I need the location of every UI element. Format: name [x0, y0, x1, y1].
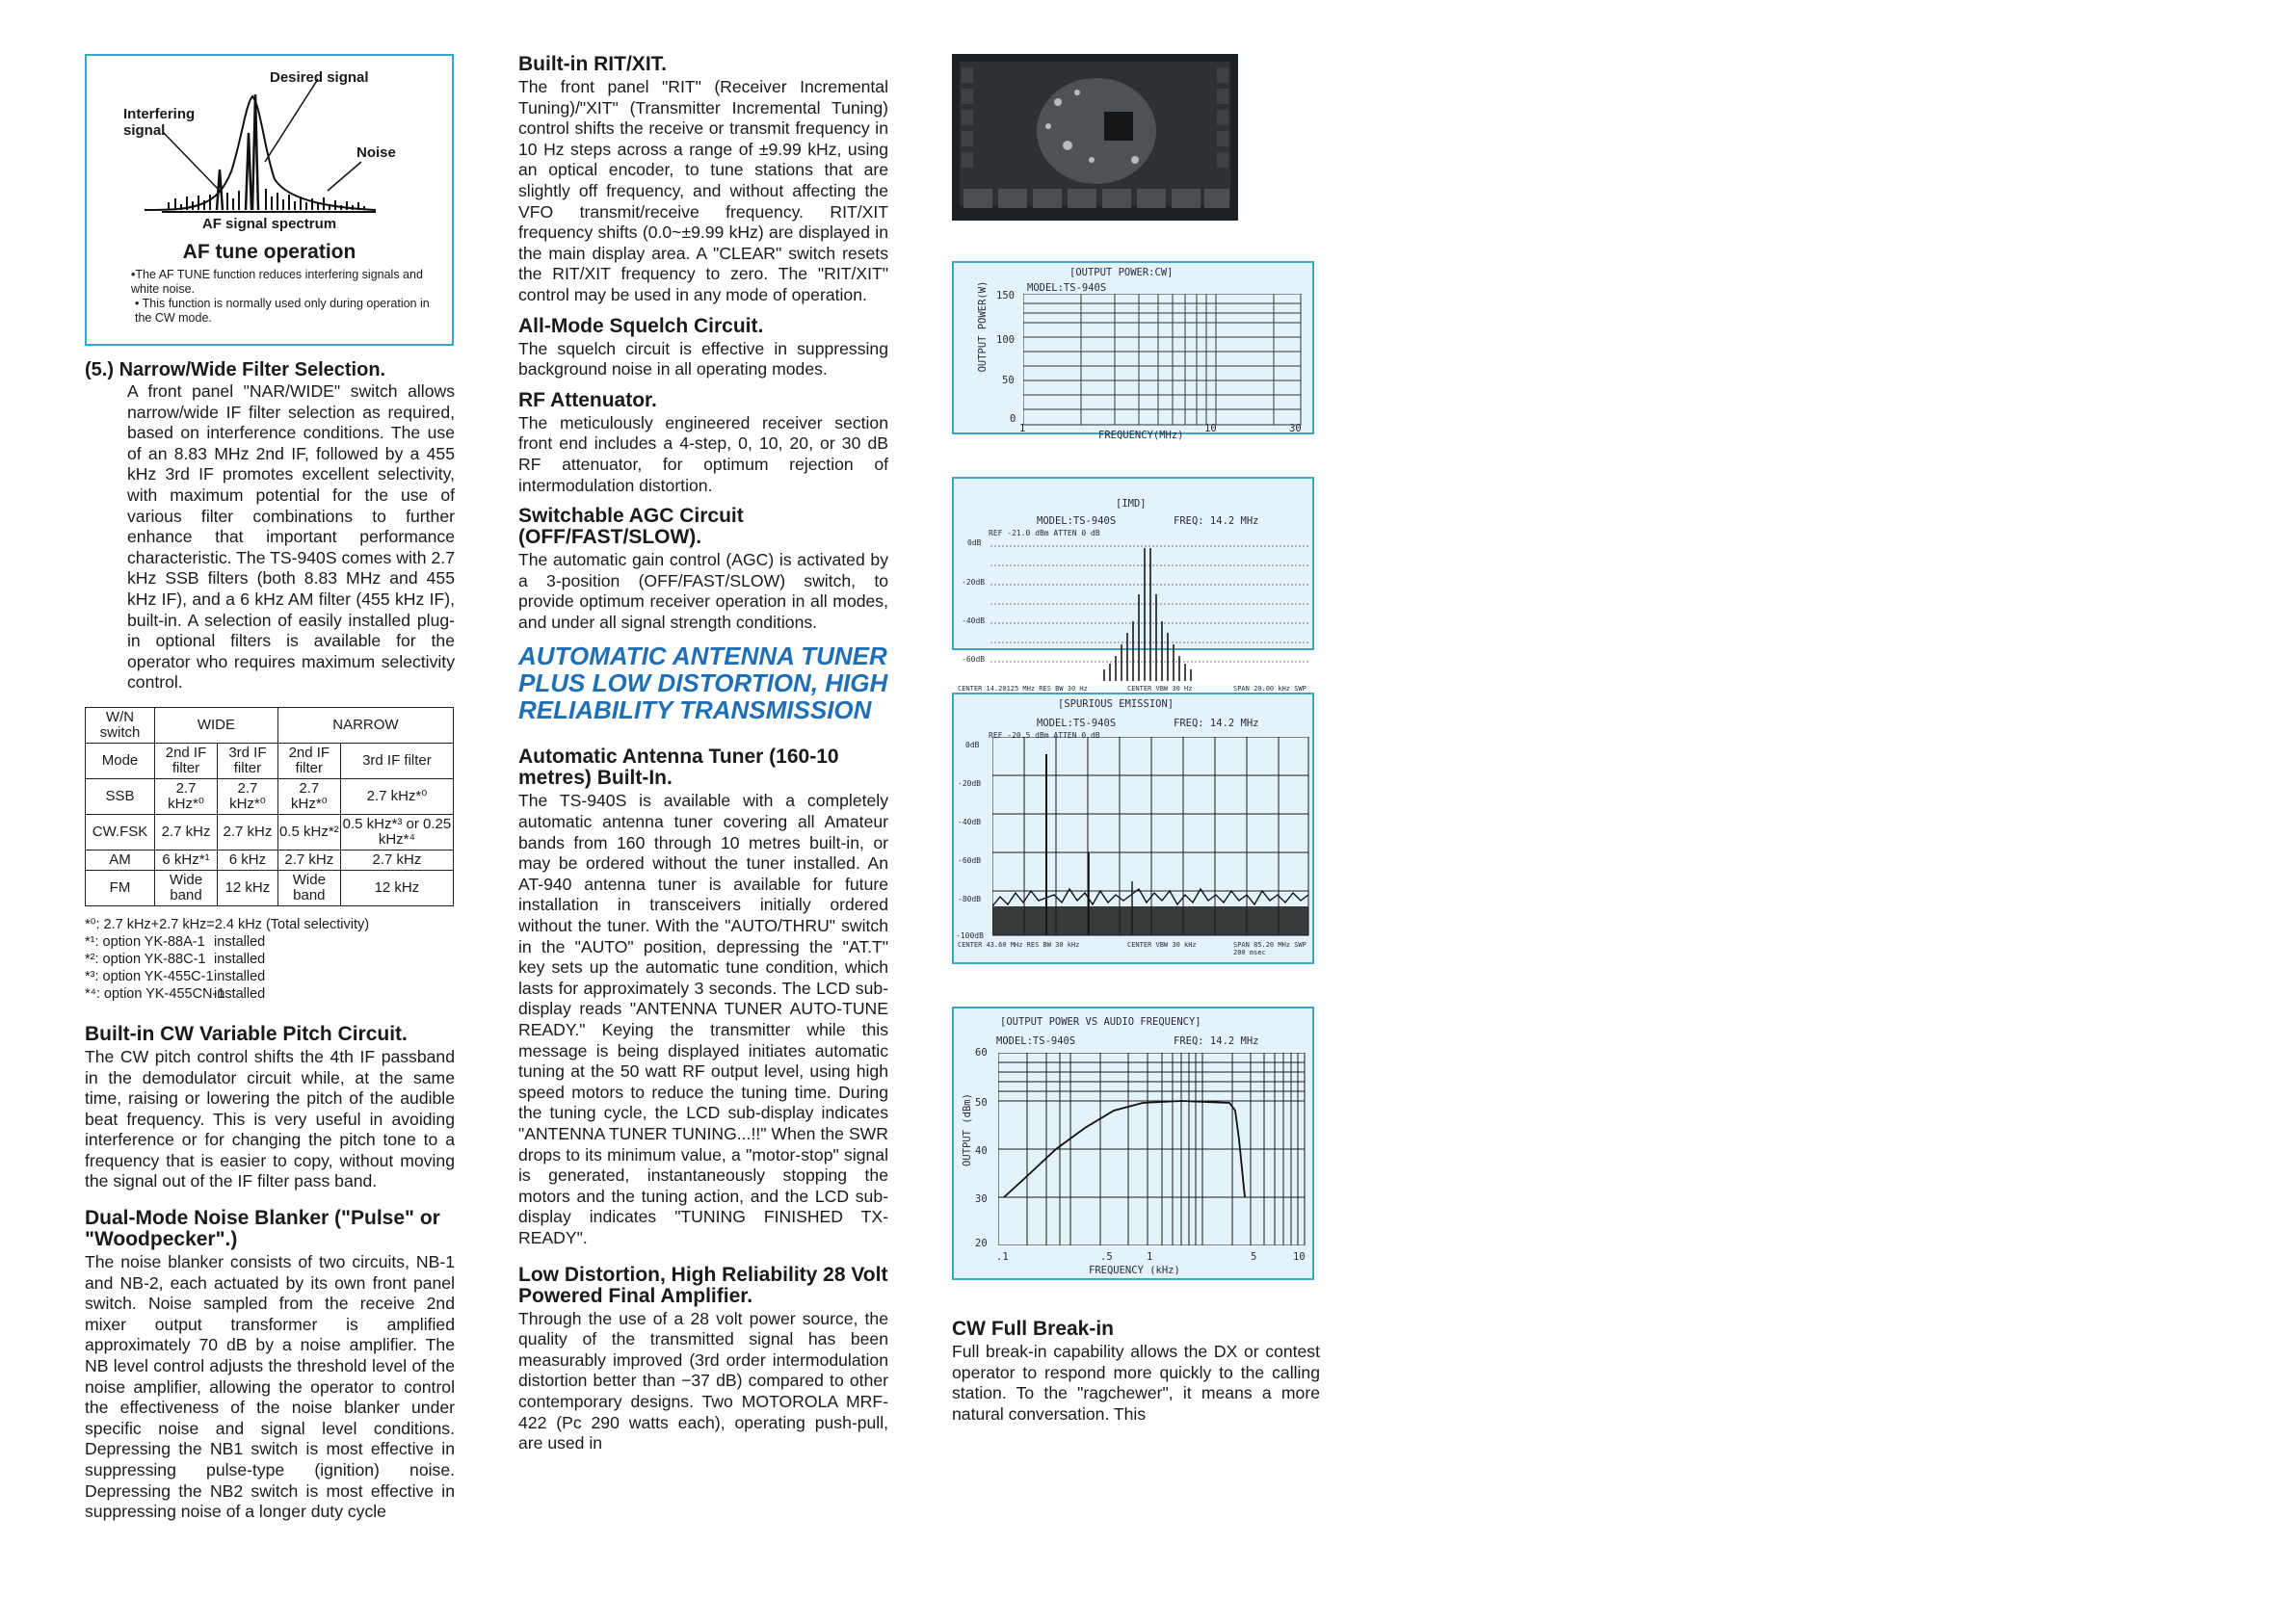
noise-label: Noise [356, 144, 396, 161]
cell: 12 kHz [218, 870, 278, 905]
antenna-tuner-heading: Automatic Antenna Tuner (160-10 metres) Built-In. [518, 746, 839, 790]
cell: Wide band [277, 870, 340, 905]
note-value: installed [214, 933, 266, 950]
squelch-text: The squelch circuit is effective in suppressing background noise in all operating modes. [518, 338, 888, 380]
graph-freq: FREQ: 14.2 MHz [1174, 1035, 1259, 1047]
note-key: *²: option YK-88C-1 [85, 951, 206, 967]
desired-signal-label: Desired signal [270, 69, 369, 86]
agc-heading: Switchable AGC Circuit (OFF/FAST/SLOW). [518, 505, 744, 549]
x-axis-label: FREQUENCY(MHz) [1098, 430, 1184, 441]
spurious-emission-graph [952, 693, 1314, 964]
cell: 2.7 kHz [277, 850, 340, 870]
cw-breakin-text: Full break-in capability allows the DX or contest operator to respond more quickly to the calling station. To the "ragchewer", it means a more natural conversation. This [952, 1342, 1320, 1424]
agc-text: The automatic gain control (AGC) is activated by a 3-position (OFF/FAST/SLOW) switch, to provide optimum receiver operation in all modes, and under all signal strength conditions. [518, 550, 888, 632]
final-amp-section [518, 1265, 888, 1454]
cell: 0.5 kHz*³ or 0.25 kHz*⁴ [340, 814, 453, 850]
note-row [85, 951, 455, 968]
y-axis-label: OUTPUT POWER(W) [977, 280, 989, 373]
final-amp-heading: Low Distortion, High Reliability 28 Volt Powered Final Amplifier. [518, 1263, 888, 1307]
graph-model: MODEL:TS-940S [1027, 282, 1107, 294]
cell: 2.7 kHz*⁰ [218, 778, 278, 814]
cw-pitch-section [85, 1024, 455, 1192]
power-grid [1023, 294, 1303, 429]
note-value: installed [214, 985, 266, 1002]
cw-breakin-heading: CW Full Break-in [952, 1318, 1115, 1340]
narrow-wide-heading [85, 359, 455, 381]
graph-title: [SPURIOUS EMISSION] [1058, 698, 1174, 710]
audio-response-graph [952, 1007, 1314, 1280]
graph-footer-right: SPAN 85.20 MHz SWP 200 msec [1233, 941, 1306, 956]
th-narrow: NARROW [277, 707, 453, 743]
x-tick: 10 [1293, 1251, 1306, 1263]
graph-footer-left: CENTER 14.20125 MHz RES BW 30 Hz [958, 685, 1088, 693]
y-tick: 50 [975, 1097, 988, 1109]
th-switch: W/N switch [86, 707, 155, 743]
x-tick: 10 [1204, 423, 1217, 434]
section-headline: AUTOMATIC ANTENNA TUNER PLUS LOW DISTORTION, HIGH RELIABILITY TRANSMISSION [518, 641, 888, 725]
x-tick: .5 [1100, 1251, 1113, 1263]
note-row [85, 968, 455, 985]
imd-graph [952, 477, 1314, 693]
table-row [86, 850, 454, 870]
antenna-tuner-text: The TS-940S is available with a completely automatic antenna tuner covering all Amateur bands from 160 through 10 metres built-in, or may be ordered without the tuner installed. An AT-940 antenna tuner is available for future installation in transceivers initially ordered without the tuner. With the "AUTO/THRU" switch in the "AUTO" position, depressing the "AT.T" key sets up the automatic tune condition, which lasts for approximately 3 seconds. The LCD sub-display reads "ANTENNA TUNER AUTO-TUNE READY." Keying the transmitter while this message is being displayed initiates automatic tuning at the 50 watt RF output level, using high speed motors to reduce the tuning time. During the tuning cycle, the LCD sub-display indicates "ANTENNA TUNER TUNING...!!" When the SWR drops to its minimum value, a "motor-stop" signal is generated, instantaneously stopping the motors and the tuning action, and the LCD sub-display indicates "TUNING FINISHED TX-READY". [518, 791, 888, 1247]
section-title: Narrow/Wide Filter Selection. [119, 359, 386, 380]
graph-model: MODEL:TS-940S [1037, 515, 1117, 527]
graph-footer-left: CENTER 43.60 MHz RES BW 30 kHz [958, 941, 1080, 949]
af-tune-diagram [85, 54, 454, 346]
y-tick: 0dB [965, 741, 980, 749]
note-value: installed [214, 951, 266, 967]
th-sub: 3rd IF filter [218, 743, 278, 778]
x-tick: 1 [1019, 423, 1026, 434]
y-tick: -60dB [958, 856, 982, 865]
y-tick: -20dB [958, 779, 982, 788]
cell-mode: FM [86, 870, 155, 905]
af-spectrum-caption: AF signal spectrum [201, 216, 337, 232]
note-key: *⁴: option YK-455CN-1 [85, 985, 225, 1002]
graph-footer-mid: CENTER VBW 30 kHz [1127, 941, 1197, 949]
noise-blanker-section [85, 1208, 455, 1523]
graph-freq: FREQ: 14.2 MHz [1174, 515, 1259, 527]
af-spectrum-graphic [87, 56, 456, 220]
pcb-photo [952, 54, 1238, 221]
af-note-2: • This function is normally used only during operation in the CW mode. [135, 297, 430, 325]
af-tune-notes [131, 268, 439, 326]
x-axis-label: FREQUENCY (kHz) [1089, 1265, 1180, 1276]
note-row [85, 916, 455, 933]
noise-blanker-text: The noise blanker consists of two circuits, NB-1 and NB-2, each actuated by its own front panel switch. Noise sampled from the receive 2nd mixer output transformer is amplified approximately 70 dB by a noise amplifier. The NB level control adjusts the threshold level of the noise amplifier, allowing the operator to control the effectiveness of the noise blanker under specific noise and signal level conditions. Depressing the NB1 switch is most effective in suppressing pulse-type (ignition) noise. Depressing the NB2 switch is most effective in suppressing noise of a longer duty cycle [85, 1252, 455, 1522]
af-tune-title: AF tune operation [182, 241, 356, 263]
x-tick: 1 [1147, 1251, 1153, 1263]
output-power-graph [952, 261, 1314, 441]
y-tick: 40 [975, 1145, 988, 1157]
column-middle [518, 54, 888, 1464]
th-sub: 3rd IF filter [340, 743, 453, 778]
cell-mode: CW.FSK [86, 814, 155, 850]
cell: 6 kHz [218, 850, 278, 870]
note-value: installed [214, 968, 266, 984]
graph-footer-mid: CENTER VBW 30 Hz [1127, 685, 1193, 693]
rit-xit-text: The front panel "RIT" (Receiver Incremental Tuning)/"XIT" (Transmitter Incremental Tuning) control shifts the receive or transmit frequency in 10 Hz steps across a range of ±9.99 kHz, using an optical encoder, to tune stations that are slightly off frequency, and without affecting the VFO transmit/receive frequency. RIT/XIT frequency shifts (0.0~±9.99 kHz) are displayed in the main display area. A "CLEAR" switch resets the RIT/XIT frequency to zero. The "RIT/XIT" control may be used in any mode of operation. [518, 77, 888, 304]
af-note-1: •The AF TUNE function reduces interfering signals and white noise. [131, 268, 423, 296]
graph-model: MODEL:TS-940S [996, 1035, 1076, 1047]
cell: 2.7 kHz [340, 850, 453, 870]
noise-blanker-heading: Dual-Mode Noise Blanker ("Pulse" or "Woodpecker".) [85, 1207, 440, 1251]
table-notes [85, 916, 455, 1003]
note-key: *³: option YK-455C-1 [85, 968, 214, 984]
cell-mode: SSB [86, 778, 155, 814]
column-left [85, 54, 455, 1532]
y-tick: -40dB [958, 818, 982, 826]
x-tick: 30 [1289, 423, 1302, 434]
note-row [85, 933, 455, 951]
cell: 2.7 kHz*⁰ [155, 778, 218, 814]
narrow-wide-text: A front panel "NAR/WIDE" switch allows narrow/wide IF filter selection as required, based on interference conditions. The use of an 8.83 MHz 2nd IF, followed by a 455 kHz 3rd IF promotes excellent selectivity, with maximum potential for the use of various filter combinations to further enhance that important performance characteristic. The TS-940S comes with 2.7 kHz SSB filters (both 8.83 MHz and 455 kHz IF), and a 6 kHz AM filter (455 kHz IF), built-in. A selection of easily installed plug-in optional filters is available for the operator who requires maximum selectivity control. [127, 381, 455, 693]
y-tick: -60dB [962, 655, 986, 664]
cell: 2.7 kHz [155, 814, 218, 850]
note-key: *¹: option YK-88A-1 [85, 933, 205, 950]
final-amp-text: Through the use of a 28 volt power source, the quality of the transmitted signal has been measurably improved (3rd order intermodulation distortion better than −37 dB) compared to other contemporary designs. Two MOTOROLA MRF-422 (Pc 290 watts each), operating push-pull, are used in [518, 1308, 888, 1453]
antenna-tuner-section [518, 746, 888, 1248]
graph-title: [OUTPUT POWER:CW] [1069, 267, 1174, 278]
y-tick: 0 [1010, 413, 1016, 425]
cell: Wide band [155, 870, 218, 905]
th-sub: 2nd IF filter [277, 743, 340, 778]
th-wide: WIDE [155, 707, 278, 743]
cw-pitch-heading: Built-in CW Variable Pitch Circuit. [85, 1022, 408, 1045]
table-row [86, 778, 454, 814]
graph-freq: FREQ: 14.2 MHz [1174, 718, 1259, 729]
y-tick: 150 [996, 290, 1015, 301]
table-row [86, 814, 454, 850]
spurious-plot [992, 737, 1310, 939]
y-tick: 100 [996, 334, 1015, 346]
graph-footer-right: SPAN 20.00 kHz SWP [1233, 685, 1306, 693]
cell-mode: AM [86, 850, 155, 870]
section-number: (5.) [85, 359, 114, 380]
audio-plot [998, 1053, 1306, 1245]
cell: 0.5 kHz*² [277, 814, 340, 850]
rf-att-text: The meticulously engineered receiver section front end includes a 4-step, 0, 10, 20, or 30 dB RF attenuator, for optimum rejection of intermodulation distortion. [518, 412, 888, 495]
rf-att-heading: RF Attenuator. [518, 388, 657, 411]
circuit-board-image [952, 54, 1238, 221]
th-mode: Mode [86, 743, 155, 778]
y-tick: -80dB [958, 895, 982, 903]
table-row [86, 870, 454, 905]
graph-ref: REF -20.5 dBm ATTEN 0 dB [989, 731, 1100, 740]
cell: 6 kHz*¹ [155, 850, 218, 870]
graph-model: MODEL:TS-940S [1037, 718, 1117, 729]
y-tick: 0dB [967, 538, 982, 547]
graph-title: [IMD] [1116, 498, 1147, 510]
cell: 12 kHz [340, 870, 453, 905]
y-tick: -20dB [962, 578, 986, 587]
cell: 2.7 kHz*⁰ [340, 778, 453, 814]
graph-ref: REF -21.0 dBm ATTEN 0 dB [989, 529, 1100, 537]
x-tick: .1 [996, 1251, 1009, 1263]
y-tick: 50 [1002, 375, 1015, 386]
note-key: *⁰: 2.7 kHz+2.7 kHz=2.4 kHz (Total selectivity) [85, 916, 370, 932]
column-right [952, 54, 1320, 1434]
cell: 2.7 kHz*⁰ [277, 778, 340, 814]
agc-section [518, 506, 888, 633]
imd-plot [990, 537, 1308, 681]
y-tick: 20 [975, 1238, 988, 1249]
rit-xit-section [518, 54, 888, 306]
th-sub: 2nd IF filter [155, 743, 218, 778]
x-tick: 5 [1251, 1251, 1257, 1263]
rf-att-section [518, 390, 888, 496]
cell: 2.7 kHz [218, 814, 278, 850]
cw-pitch-text: The CW pitch control shifts the 4th IF passband in the demodulator circuit while, at the same time, raising or lowering the pitch of the audible beat frequency. This is very useful in avoiding interference or for changing the pitch tone to a frequency that is easier to copy, without moving the signal out of the IF filter pass band. [85, 1046, 455, 1191]
y-tick: 60 [975, 1047, 988, 1059]
y-tick: -100dB [956, 931, 984, 940]
filter-table [85, 707, 454, 906]
squelch-heading: All-Mode Squelch Circuit. [518, 314, 764, 337]
squelch-section [518, 316, 888, 380]
interfering-signal-label: Interfering signal [123, 106, 196, 139]
cw-breakin-section [952, 1319, 1320, 1425]
note-row [85, 985, 455, 1003]
y-tick: -40dB [962, 616, 986, 625]
y-axis-label: OUTPUT (dBm) [962, 1093, 973, 1166]
graph-title: [OUTPUT POWER VS AUDIO FREQUENCY] [1000, 1016, 1201, 1028]
rit-xit-heading: Built-in RIT/XIT. [518, 53, 667, 75]
y-tick: 30 [975, 1193, 988, 1205]
